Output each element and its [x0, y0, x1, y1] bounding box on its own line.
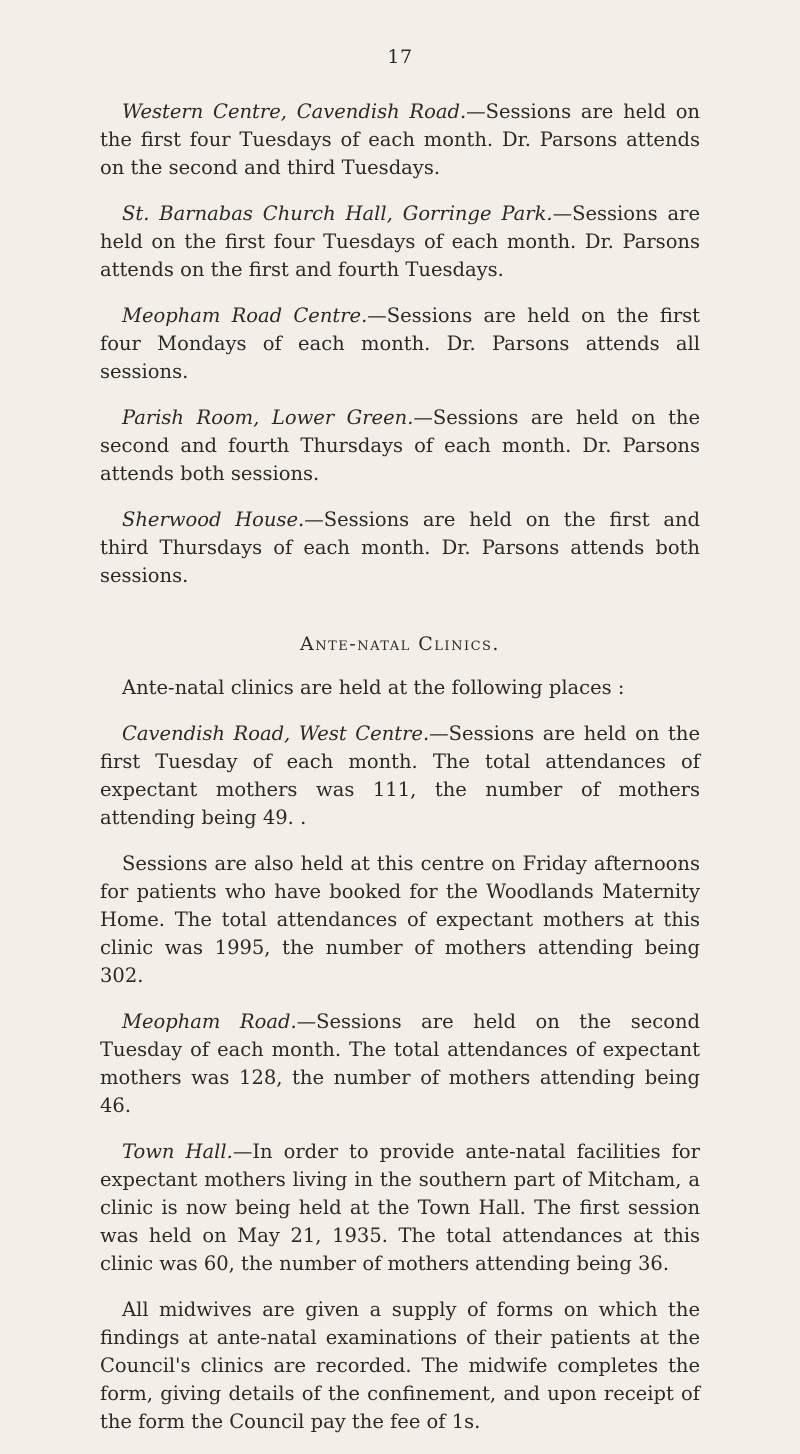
paragraph-intro: Ante-natal clinics are held at the following places : [122, 676, 625, 699]
paragraph-midwives: All midwives are given a supply of forms on which the findings at ante-natal examinations of their patients at the Council's clinics are recorded. The midwife completes the form, giving details of the confinement, and upon receipt of the form the Council pay the fee of 1s. [100, 1298, 700, 1433]
paragraph-cavendish-road [100, 720, 700, 832]
place-name: Cavendish Road, West Centre. [122, 722, 430, 745]
paragraph-meopham-centre [100, 302, 700, 386]
section-heading: Ante-natal Clinics. [300, 633, 500, 655]
place-name: Meopham Road. [122, 1010, 297, 1033]
paragraph-town-hall [100, 1138, 700, 1278]
paragraph-text: —Sessions are held on the second Tuesday of each month. The total attendances of expectant mothers was 128, the number of mothers attending being 46. [100, 1010, 700, 1117]
place-name: Town Hall. [122, 1140, 233, 1163]
paragraph-text: —Sessions are held on the first Tuesday of each month. The total attendances of expectant mothers was 111, the number of mothers attending being 49. . [100, 722, 700, 829]
place-name: Western Centre, Cavendish Road. [122, 100, 467, 123]
place-name: Parish Room, Lower Green. [122, 406, 414, 429]
page-number: 17 [387, 46, 413, 68]
paragraph-text: —Sessions are held on the first four Tuesdays of each month. Dr. Parsons attends on the first and fourth Tuesdays. [100, 202, 700, 281]
paragraph-text: —Sessions are held on the first four Mondays of each month. Dr. Parsons attends all sessions. [100, 304, 700, 383]
paragraph-western-centre [100, 98, 700, 182]
place-name: St. Barnabas Church Hall, Gorringe Park. [122, 202, 553, 225]
paragraph-parish-room [100, 404, 700, 488]
paragraph-meopham-road [100, 1008, 700, 1120]
place-name: Sherwood House. [122, 508, 305, 531]
body-text [100, 98, 700, 1454]
paragraph-text: —Sessions are held on the second and fourth Thursdays of each month. Dr. Parsons attends both sessions. [100, 406, 700, 485]
paragraph-text: —Sessions are held on the first and third Thursdays of each month. Dr. Parsons attends both sessions. [100, 508, 700, 587]
paragraph-st-barnabas [100, 200, 700, 284]
paragraph-text: —Sessions are held on the first four Tuesdays of each month. Dr. Parsons attends on the second and third Tuesdays. [100, 100, 700, 179]
paragraph-friday-sessions: Sessions are also held at this centre on Friday afternoons for patients who have booked for the Woodlands Maternity Home. The total attendances of expectant mothers at this clinic was 1995, the number of mothers attending being 302. [100, 852, 700, 987]
paragraph-text: —In order to provide ante-natal facilities for expectant mothers living in the southern part of Mitcham, a clinic is now being held at the Town Hall. The first session was held on May 21, 1935. The total attendances at this clinic was 60, the number of mothers attending being 36. [100, 1140, 700, 1275]
place-name: Meopham Road Centre. [122, 304, 368, 327]
paragraph-sherwood-house [100, 506, 700, 590]
